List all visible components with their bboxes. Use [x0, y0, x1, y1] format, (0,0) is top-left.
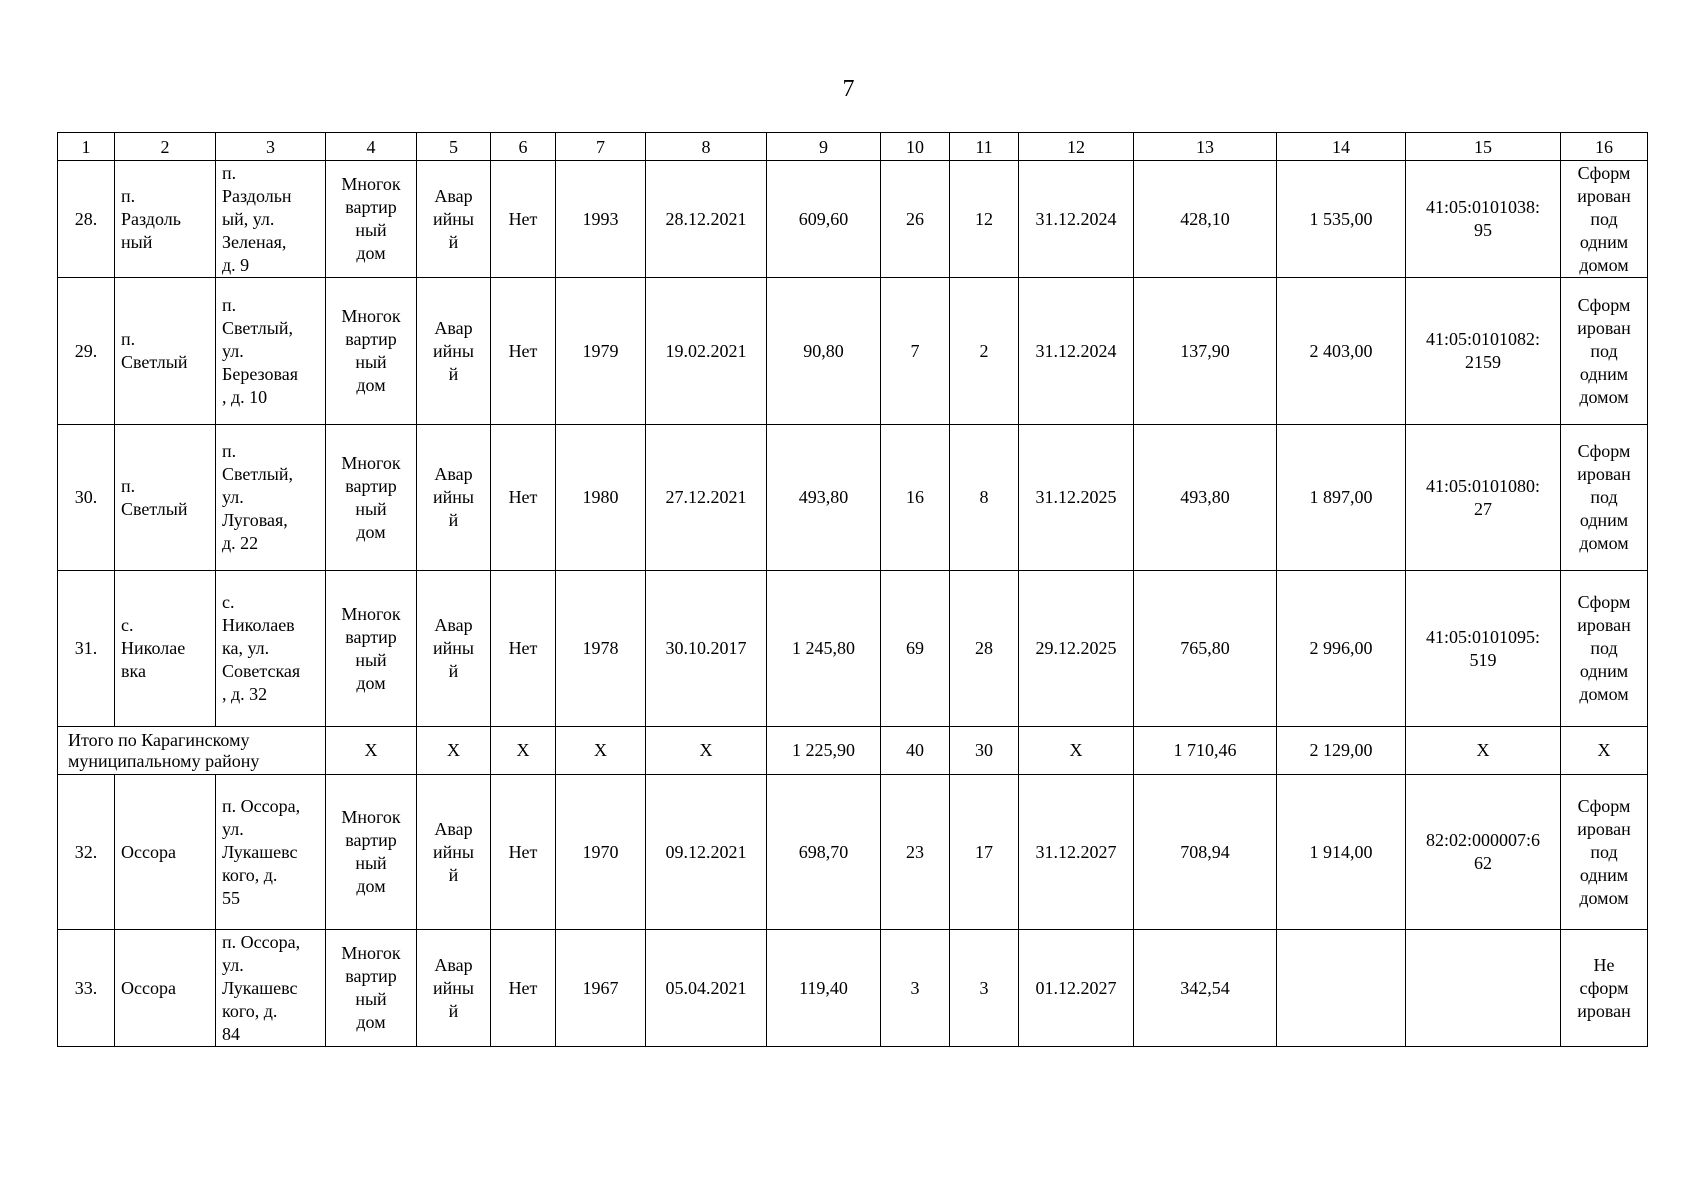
- cell-col14: [1277, 930, 1406, 1047]
- cell-col9: 609,60: [767, 161, 881, 278]
- house-status: [417, 775, 491, 930]
- land-plot-status: [1561, 930, 1648, 1047]
- column-number: 6: [491, 133, 556, 161]
- cell-col10: 16: [881, 425, 950, 571]
- column-number: 2: [115, 133, 216, 161]
- house-type: [326, 930, 417, 1047]
- land-plot-status-line: Сформ: [1577, 592, 1631, 612]
- house-status: [417, 425, 491, 571]
- house-type: [326, 425, 417, 571]
- land-plot-status-line: под: [1590, 487, 1618, 507]
- cell-col6: Нет: [491, 161, 556, 278]
- land-plot-status: [1561, 571, 1648, 727]
- house-status-line: й: [448, 661, 459, 681]
- settlement-line: п.: [121, 185, 136, 206]
- cell-col14: 1 535,00: [1277, 161, 1406, 278]
- house-status-line: ийны: [433, 977, 474, 998]
- recognition-date: 30.10.2017: [646, 571, 767, 727]
- row-number: 31.: [58, 571, 115, 727]
- address-line: Советская: [222, 661, 301, 681]
- settlement: [115, 161, 216, 278]
- column-number: 1: [58, 133, 115, 161]
- house-type-line: Многок: [341, 807, 401, 827]
- address-line: 84: [222, 1023, 240, 1044]
- cell-col9: 698,70: [767, 775, 881, 930]
- build-year: 1967: [556, 930, 646, 1047]
- house-type-line: ный: [355, 352, 387, 372]
- house-status-line: ийны: [433, 340, 474, 361]
- land-plot-status-line: одним: [1579, 231, 1629, 252]
- address-line: Светлый,: [222, 317, 294, 338]
- build-year: 1979: [556, 278, 646, 425]
- resettlement-date: 31.12.2027: [1019, 775, 1134, 930]
- column-number: 15: [1406, 133, 1561, 161]
- total-cell-c12: X: [1019, 727, 1134, 775]
- land-plot-status-line: ирован: [1577, 1000, 1631, 1021]
- column-number: 4: [326, 133, 417, 161]
- address-line: Лукашевс: [222, 841, 298, 862]
- column-number: 5: [417, 133, 491, 161]
- cell-col11: 12: [950, 161, 1019, 278]
- house-type-line: ный: [355, 649, 387, 670]
- cadastral-number-line: 41:05:0101038:: [1425, 197, 1540, 217]
- total-cell-c5: X: [417, 727, 491, 775]
- land-plot-status-line: одним: [1579, 510, 1629, 530]
- cadastral-number: [1406, 425, 1561, 571]
- land-plot-status-line: одним: [1579, 661, 1629, 681]
- cell-col9: 90,80: [767, 278, 881, 425]
- settlement-line: Оссора: [121, 841, 176, 862]
- cell-col10: 26: [881, 161, 950, 278]
- address: [216, 278, 326, 425]
- cell-col10: 7: [881, 278, 950, 425]
- cadastral-number-line: 41:05:0101095:: [1425, 626, 1540, 647]
- land-plot-status-line: Сформ: [1577, 441, 1631, 461]
- house-type-line: ный: [355, 853, 387, 873]
- cadastral-number: [1406, 930, 1561, 1047]
- resettlement-date: 31.12.2024: [1019, 161, 1134, 278]
- house-type-line: вартир: [345, 626, 397, 647]
- recognition-date: 09.12.2021: [646, 775, 767, 930]
- housing-register-table: [57, 132, 1648, 1047]
- address-line: ый, ул.: [222, 208, 275, 229]
- house-type-line: дом: [356, 672, 386, 693]
- house-type-line: вартир: [345, 197, 397, 217]
- total-cell-c15: X: [1406, 727, 1561, 775]
- land-plot-status-line: ирован: [1577, 818, 1631, 839]
- cell-col10: 3: [881, 930, 950, 1047]
- table-row: [58, 278, 1648, 425]
- cadastral-number-line: 41:05:0101080:: [1425, 475, 1540, 496]
- cadastral-number-line: 82:02:000007:6: [1425, 830, 1540, 850]
- address-line: Раздольн: [222, 185, 292, 206]
- house-type-line: дом: [356, 521, 386, 542]
- house-type-line: Многок: [341, 306, 401, 326]
- land-plot-status-line: под: [1590, 208, 1618, 229]
- total-cell-c14: 2 129,00: [1277, 727, 1406, 775]
- land-plot-status: [1561, 161, 1648, 278]
- settlement-line: Светлый: [121, 498, 188, 519]
- house-type-line: вартир: [345, 475, 397, 496]
- house-status: [417, 571, 491, 727]
- house-type: [326, 571, 417, 727]
- house-status: [417, 278, 491, 425]
- house-type-line: вартир: [345, 966, 397, 986]
- house-status-line: ийны: [433, 487, 474, 507]
- land-plot-status-line: ирован: [1577, 317, 1631, 338]
- house-type-line: дом: [356, 1012, 386, 1032]
- address-line: ул.: [222, 954, 244, 975]
- cadastral-number-line: 62: [1474, 853, 1492, 873]
- address-line: д. 9: [222, 254, 250, 275]
- house-status-line: ийны: [433, 208, 474, 229]
- cell-col11: 2: [950, 278, 1019, 425]
- house-status-line: й: [448, 363, 459, 384]
- column-number: 7: [556, 133, 646, 161]
- house-status-line: Авар: [434, 818, 473, 839]
- house-status-line: Авар: [434, 615, 473, 635]
- column-number: 16: [1561, 133, 1648, 161]
- address: [216, 161, 326, 278]
- row-number: 30.: [58, 425, 115, 571]
- total-cell-c4: X: [326, 727, 417, 775]
- column-number: 8: [646, 133, 767, 161]
- table-row: [58, 775, 1648, 930]
- settlement-line: ный: [121, 231, 153, 252]
- column-number: 3: [216, 133, 326, 161]
- cadastral-number-line: 27: [1474, 498, 1492, 519]
- house-status: [417, 930, 491, 1047]
- cadastral-number: [1406, 278, 1561, 425]
- house-type-line: дом: [356, 876, 386, 896]
- row-number: 28.: [58, 161, 115, 278]
- land-plot-status-line: одним: [1579, 363, 1629, 384]
- total-cell-c16: X: [1561, 727, 1648, 775]
- table-row: [58, 571, 1648, 727]
- settlement: [115, 775, 216, 930]
- land-plot-status-line: домом: [1579, 254, 1629, 275]
- house-type-line: вартир: [345, 329, 397, 349]
- row-number: 32.: [58, 775, 115, 930]
- column-number: 9: [767, 133, 881, 161]
- address-line: п. Оссора,: [222, 931, 301, 952]
- total-label: [58, 727, 326, 775]
- column-number: 14: [1277, 133, 1406, 161]
- land-plot-status-line: сформ: [1579, 977, 1629, 998]
- row-number: 29.: [58, 278, 115, 425]
- address: [216, 425, 326, 571]
- settlement-line: Оссора: [121, 977, 176, 998]
- land-plot-status-line: домом: [1579, 887, 1629, 908]
- house-status-line: й: [448, 231, 459, 252]
- table-body: [58, 133, 1648, 1047]
- address-line: п. Оссора,: [222, 795, 301, 816]
- land-plot-status-line: Сформ: [1577, 162, 1631, 183]
- house-type-line: Многок: [341, 603, 401, 624]
- house-type-line: Многок: [341, 452, 401, 473]
- total-cell-c9: 1 225,90: [767, 727, 881, 775]
- address-line: ул.: [222, 487, 244, 507]
- address-line: ул.: [222, 340, 244, 361]
- address-line: с.: [222, 592, 235, 612]
- address-line: Зеленая,: [222, 231, 287, 252]
- resettlement-date: 31.12.2025: [1019, 425, 1134, 571]
- house-status-line: Авар: [434, 185, 473, 206]
- land-plot-status-line: под: [1590, 638, 1618, 658]
- row-number: 33.: [58, 930, 115, 1047]
- cell-col13: 428,10: [1134, 161, 1277, 278]
- cell-col14: 1 914,00: [1277, 775, 1406, 930]
- table-row: [58, 930, 1648, 1047]
- settlement-line: Николае: [121, 638, 186, 658]
- land-plot-status-line: одним: [1579, 864, 1629, 885]
- land-plot-status-line: домом: [1579, 684, 1629, 704]
- resettlement-date: 31.12.2024: [1019, 278, 1134, 425]
- build-year: 1978: [556, 571, 646, 727]
- total-row: [58, 727, 1648, 775]
- table-row: [58, 161, 1648, 278]
- house-type: [326, 278, 417, 425]
- column-number: 10: [881, 133, 950, 161]
- settlement-line: п.: [121, 475, 136, 496]
- address-line: 55: [222, 887, 240, 908]
- address-line: кого, д.: [222, 864, 278, 885]
- build-year: 1993: [556, 161, 646, 278]
- total-label-line: Итого по Карагинскому: [68, 729, 250, 750]
- address-line: кого, д.: [222, 1000, 278, 1021]
- house-status-line: й: [448, 864, 459, 885]
- total-cell-c13: 1 710,46: [1134, 727, 1277, 775]
- cell-col9: 493,80: [767, 425, 881, 571]
- house-type: [326, 161, 417, 278]
- land-plot-status: [1561, 278, 1648, 425]
- address: [216, 571, 326, 727]
- house-status: [417, 161, 491, 278]
- land-plot-status-line: Не: [1593, 954, 1615, 975]
- settlement: [115, 571, 216, 727]
- address-line: п.: [222, 441, 237, 461]
- house-status-line: Авар: [434, 464, 473, 484]
- cadastral-number-line: 41:05:0101082:: [1425, 329, 1540, 349]
- land-plot-status-line: домом: [1579, 533, 1629, 553]
- land-plot-status-line: Сформ: [1577, 294, 1631, 315]
- cell-col14: 1 897,00: [1277, 425, 1406, 571]
- house-status-line: й: [448, 510, 459, 530]
- build-year: 1970: [556, 775, 646, 930]
- land-plot-status: [1561, 775, 1648, 930]
- address: [216, 775, 326, 930]
- house-status-line: Авар: [434, 954, 473, 975]
- settlement-line: Раздоль: [121, 208, 181, 229]
- cell-col13: 137,90: [1134, 278, 1277, 425]
- address-line: , д. 10: [222, 386, 268, 407]
- cell-col9: 1 245,80: [767, 571, 881, 727]
- page-number: 7: [842, 76, 855, 102]
- column-number: 11: [950, 133, 1019, 161]
- cell-col6: Нет: [491, 278, 556, 425]
- address-line: Николаев: [222, 615, 295, 635]
- cell-col9: 119,40: [767, 930, 881, 1047]
- settlement: [115, 930, 216, 1047]
- address-line: п.: [222, 294, 237, 315]
- house-type-line: дом: [356, 243, 386, 263]
- recognition-date: 28.12.2021: [646, 161, 767, 278]
- house-type-line: ный: [355, 498, 387, 519]
- total-label-line: муниципальному району: [68, 750, 260, 771]
- address-line: ка, ул.: [222, 638, 270, 658]
- house-status-line: ийны: [433, 841, 474, 862]
- address-line: Луговая,: [222, 510, 288, 530]
- cell-col11: 8: [950, 425, 1019, 571]
- land-plot-status-line: ирован: [1577, 615, 1631, 635]
- recognition-date: 05.04.2021: [646, 930, 767, 1047]
- address-line: д. 22: [222, 533, 259, 553]
- address-line: Березовая: [222, 363, 299, 384]
- cell-col10: 69: [881, 571, 950, 727]
- land-plot-status-line: под: [1590, 340, 1618, 361]
- address: [216, 930, 326, 1047]
- column-number: 13: [1134, 133, 1277, 161]
- table-row: [58, 425, 1648, 571]
- column-number-row: [58, 133, 1648, 161]
- total-cell-c6: X: [491, 727, 556, 775]
- cell-col13: 493,80: [1134, 425, 1277, 571]
- cell-col13: 342,54: [1134, 930, 1277, 1047]
- house-type: [326, 775, 417, 930]
- settlement: [115, 425, 216, 571]
- settlement-line: п.: [121, 329, 136, 349]
- house-type-line: ный: [355, 220, 387, 240]
- land-plot-status-line: домом: [1579, 386, 1629, 407]
- cadastral-number: [1406, 161, 1561, 278]
- settlement-line: вка: [121, 661, 146, 681]
- cadastral-number-line: 2159: [1465, 352, 1501, 372]
- cell-col6: Нет: [491, 775, 556, 930]
- address-line: Лукашевс: [222, 977, 298, 998]
- settlement-line: с.: [121, 615, 134, 635]
- recognition-date: 19.02.2021: [646, 278, 767, 425]
- house-status-line: й: [448, 1000, 459, 1021]
- address-line: , д. 32: [222, 684, 268, 704]
- cell-col14: 2 996,00: [1277, 571, 1406, 727]
- cell-col6: Нет: [491, 930, 556, 1047]
- build-year: 1980: [556, 425, 646, 571]
- cell-col11: 17: [950, 775, 1019, 930]
- cell-col11: 28: [950, 571, 1019, 727]
- land-plot-status-line: Сформ: [1577, 795, 1631, 816]
- cell-col14: 2 403,00: [1277, 278, 1406, 425]
- total-cell-c7: X: [556, 727, 646, 775]
- total-cell-c10: 40: [881, 727, 950, 775]
- cell-col6: Нет: [491, 571, 556, 727]
- resettlement-date: 01.12.2027: [1019, 930, 1134, 1047]
- settlement-line: Светлый: [121, 352, 188, 372]
- cadastral-number-line: 95: [1474, 220, 1492, 240]
- house-type-line: вартир: [345, 830, 397, 850]
- house-type-line: ный: [355, 989, 387, 1009]
- address-line: ул.: [222, 818, 244, 839]
- house-status-line: ийны: [433, 638, 474, 658]
- total-cell-c11: 30: [950, 727, 1019, 775]
- cadastral-number: [1406, 775, 1561, 930]
- cell-col10: 23: [881, 775, 950, 930]
- house-type-line: Многок: [341, 943, 401, 963]
- land-plot-status-line: ирован: [1577, 464, 1631, 484]
- cell-col6: Нет: [491, 425, 556, 571]
- recognition-date: 27.12.2021: [646, 425, 767, 571]
- column-number: 12: [1019, 133, 1134, 161]
- total-cell-c8: X: [646, 727, 767, 775]
- address-line: п.: [222, 162, 237, 183]
- cadastral-number-line: 519: [1469, 649, 1497, 670]
- resettlement-date: 29.12.2025: [1019, 571, 1134, 727]
- house-type-line: Многок: [341, 174, 401, 194]
- address-line: Светлый,: [222, 464, 294, 484]
- cell-col13: 765,80: [1134, 571, 1277, 727]
- cell-col11: 3: [950, 930, 1019, 1047]
- house-status-line: Авар: [434, 317, 473, 338]
- cell-col13: 708,94: [1134, 775, 1277, 930]
- cadastral-number: [1406, 571, 1561, 727]
- settlement: [115, 278, 216, 425]
- land-plot-status-line: под: [1590, 841, 1618, 862]
- land-plot-status-line: ирован: [1577, 185, 1631, 206]
- house-type-line: дом: [356, 375, 386, 395]
- land-plot-status: [1561, 425, 1648, 571]
